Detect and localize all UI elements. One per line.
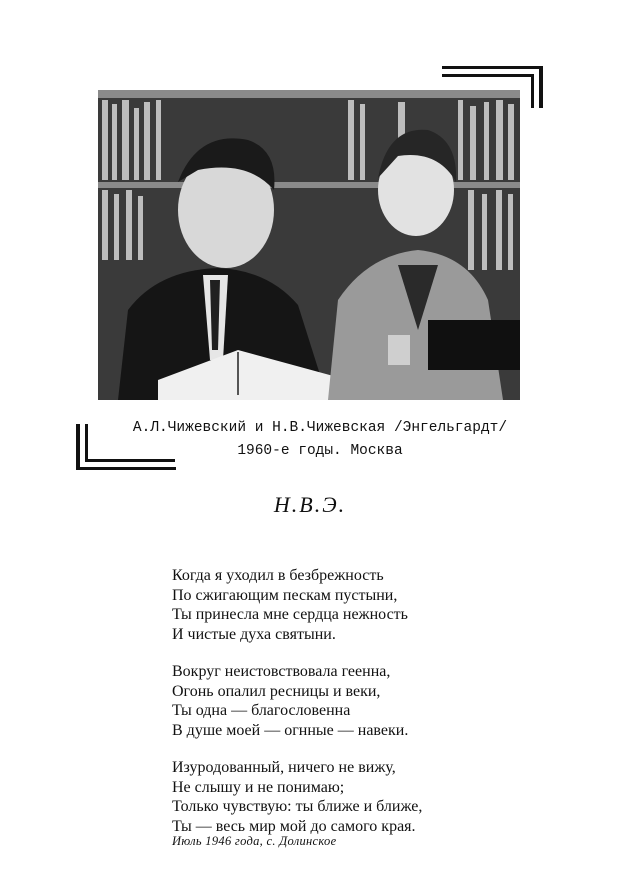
corner-bracket-top-right-v1	[539, 66, 543, 108]
corner-bracket-bottom-left-h2	[85, 459, 175, 462]
poem-line: Когда я уходил в безбрежность	[172, 567, 384, 584]
corner-bracket-bottom-left-h1	[76, 467, 176, 470]
poem-line: Только чувствую: ты ближе и ближе,	[172, 798, 423, 815]
dedication-initials: Н.В.Э.	[273, 492, 347, 517]
poem-stanza-3	[172, 758, 552, 836]
poem-stanza-2	[172, 662, 552, 740]
poem	[172, 566, 552, 854]
photo-caption-names: А.Л.Чижевский и Н.В.Чижевская /Энгельгардт/	[132, 420, 508, 436]
poem-line: Не слышу и не понимаю;	[172, 778, 345, 796]
poem-line: Вокруг неистовствовала геенна,	[172, 663, 391, 680]
portrait-photograph	[98, 90, 520, 400]
poem-line: По сжигающим пескам пустыни,	[172, 586, 398, 604]
corner-bracket-bottom-left-v2	[85, 424, 88, 462]
corner-bracket-bottom-left-v1	[76, 424, 80, 470]
photo-caption-date-place: 1960-е годы. Москва	[237, 443, 403, 459]
corner-bracket-top-right-h2	[442, 74, 534, 77]
poem-line: Ты принесла мне сердца нежность	[172, 606, 408, 623]
poem-stanza-1	[172, 566, 552, 644]
corner-bracket-top-right-h1	[442, 66, 542, 69]
poem-line: Огонь опалил ресницы и веки,	[172, 682, 381, 700]
poem-line: И чистые духа святыни.	[172, 625, 336, 643]
poem-line: Ты одна — благословенна	[172, 702, 351, 719]
poem-line: Изуродованный, ничего не вижу,	[172, 759, 396, 776]
poem-line: Ты — весь мир мой до самого края.	[172, 817, 416, 835]
corner-bracket-top-right-v2	[531, 74, 534, 108]
poem-line: В душе моей — огнные — навеки.	[172, 721, 409, 739]
poem-date-place: Июль 1946 года, с. Долинское	[172, 834, 337, 848]
